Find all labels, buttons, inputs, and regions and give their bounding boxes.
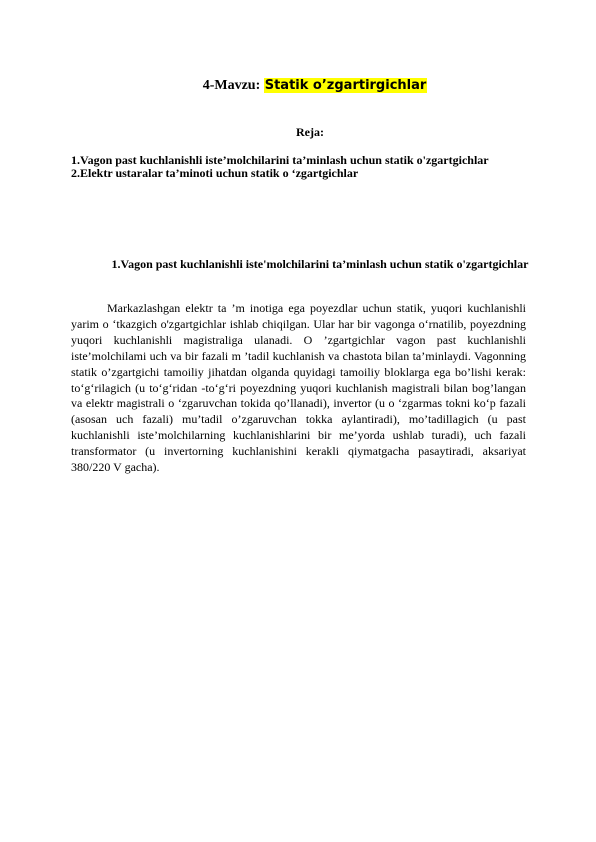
topic-title-highlighted: Statik o’zgartirgichlar [264, 78, 427, 93]
topic-title [0, 77, 596, 95]
plan-list [71, 154, 526, 180]
plan-label: Reja: [296, 125, 324, 139]
plan-item-1: 1.Vagon past kuchlanishli iste’molchilarini ta’minlash uchun statik o'zgartgichlar [71, 153, 489, 167]
plan-item-2: 2.Elektr ustaralar ta’minoti uchun statik o ‘zgartgichlar [71, 166, 359, 180]
section-heading: 1.Vagon past kuchlanishli iste'molchilarini ta’minlash uchun statik o'zgartgichlar [111, 257, 529, 271]
body-paragraph: Markazlashgan elektr ta ’m inotiga ega poyezdlar uchun statik, yuqori kuchlanishli yarim o ‘tkazgich o'zgartgichlar ishlab chiqilgan. Ular har bir vagonga o‘rnatilib, poyezdning yuqori kuchlanishli magistraliga ulanadi. O ’zgartgichlar vagon past kuchlanishli iste’molchilami uch va bir fazali m ’tadil kuchlanish va chastota bilan ta’minlaydi. Vagonning statik o’zgartgichi tamoiliy jihatdan olganda quyidagi tamoiliy bloklarga ega bo’lishi kerak: to‘g‘rilagich (u to‘g‘ridan -to‘g‘ri poyezdning yuqori kuchlanish magistrali bilan bog’langan va elektr magistrali o ‘zgaruvchan tokida qo’llanadi), invertor (u o ‘zgarmas tokni ko‘p fazali (asosan uch fazali) mu’tadil o’zgaruvchan tokka aylantiradi), mo’tadillagich (u past kuchlanishli iste’molchilarning kuchlanishlarini bir me’yorda ushlab turadi), uch fazali transformator (u invertorning kuchlanishini kerakli qiymatgacha pasaytiradi, aksariyat 380/220 V gacha). [71, 301, 526, 475]
topic-title-prefix: 4-Mavzu: [202, 78, 264, 93]
